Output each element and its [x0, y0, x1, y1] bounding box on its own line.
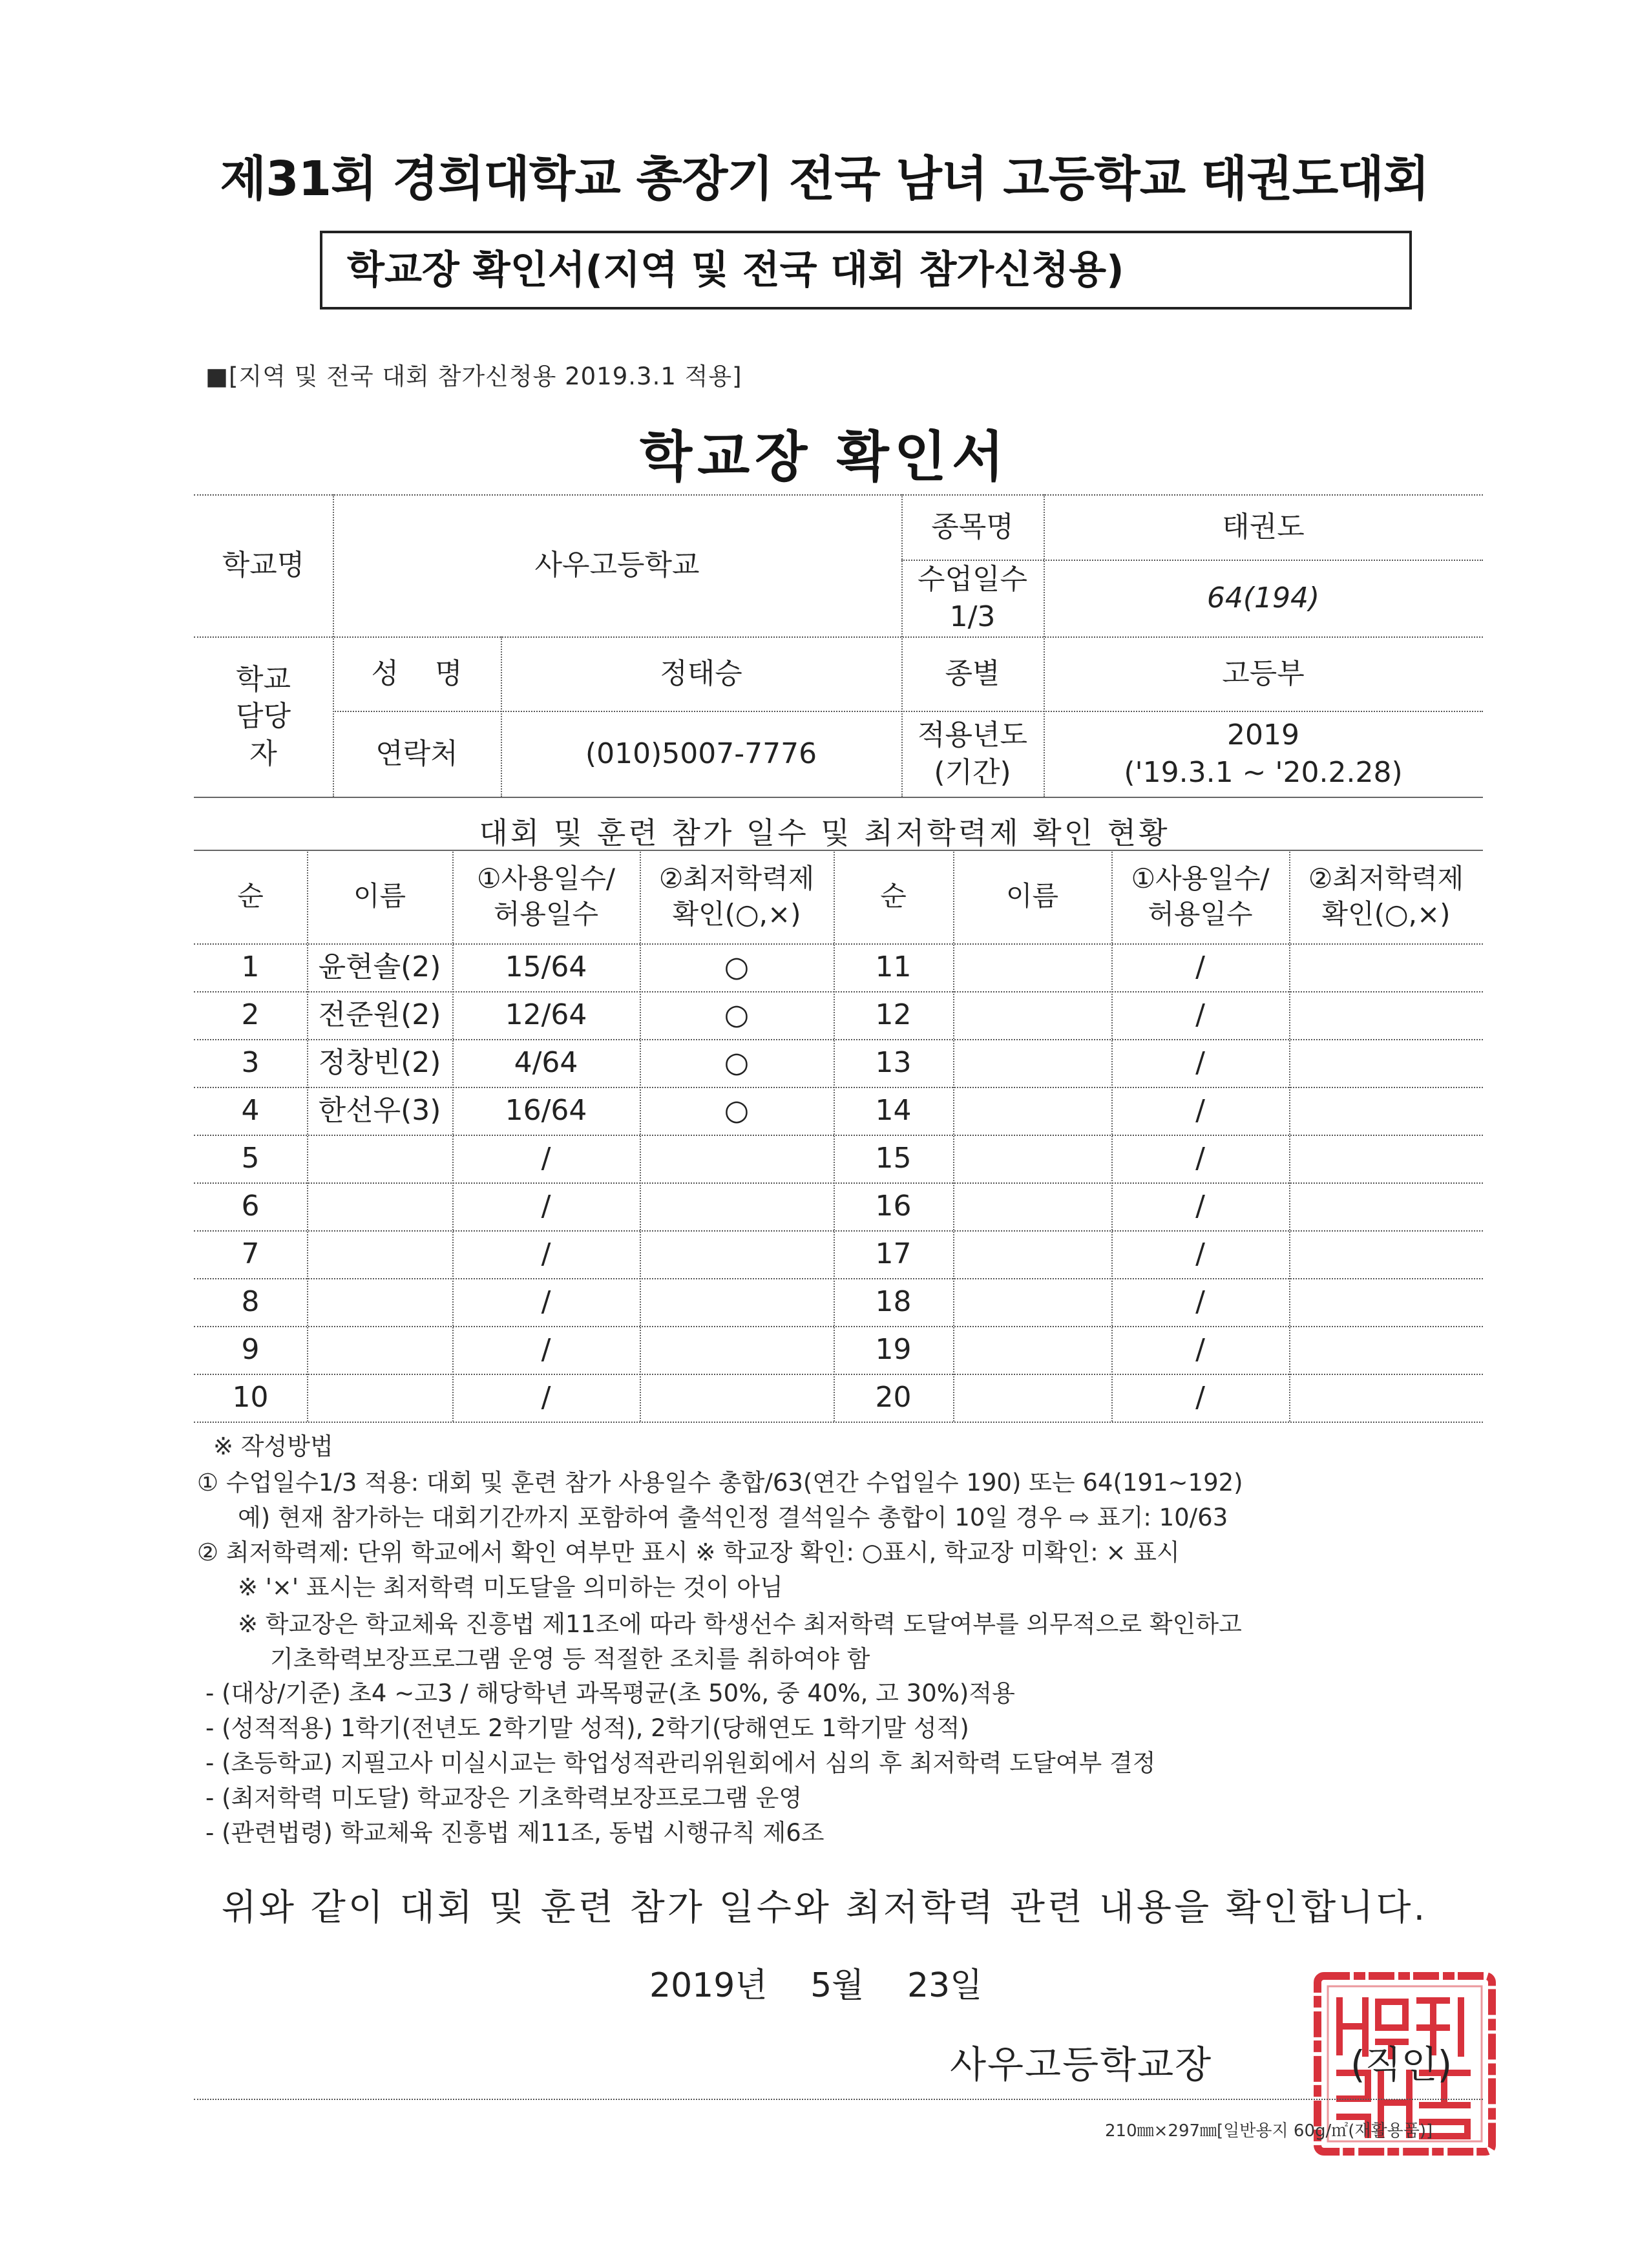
table-header-no: 순: [880, 880, 907, 912]
table-header-check: ②최저학력제 확인(○,×): [658, 862, 815, 930]
table-cell-no: 7: [241, 1237, 260, 1271]
table-cell-check: ○: [724, 950, 750, 984]
table-cell-check: [1289, 1374, 1483, 1422]
table-cell-name: [953, 1135, 1111, 1182]
table-cell-days: 4/64: [514, 1046, 578, 1080]
year-value-block: [1044, 711, 1483, 797]
principal-title: 사우고등학교장: [950, 2042, 1213, 2086]
table-cell-no: 5: [241, 1142, 260, 1175]
table-cell-check: [640, 1326, 834, 1374]
table-cell-name: [307, 1278, 452, 1326]
table-cell-days: /: [1195, 998, 1205, 1032]
table-cell-no: 9: [241, 1333, 260, 1367]
boxed-form-title: 학교장 확인서(지역 및 전국 대회 참가신청용): [320, 231, 1412, 310]
table-cell-name: [953, 991, 1111, 1039]
table-cell-days: 15/64: [505, 950, 587, 984]
table-header-days: ①사용일수/ 허용일수: [1131, 862, 1270, 930]
table-cell-name: [953, 1039, 1111, 1087]
table-cell-name: [307, 1374, 452, 1422]
class-days-label: 수업일수 1/3: [917, 563, 1027, 633]
table-cell-check: [1289, 1230, 1483, 1278]
table-cell-no: 14: [875, 1094, 912, 1128]
table-cell-check: ○: [724, 998, 750, 1032]
footer-divider: [194, 2099, 1483, 2100]
table-cell-name: [953, 1182, 1111, 1230]
table-cell-name: [307, 1182, 452, 1230]
table-cell-check: [640, 1135, 834, 1182]
instruction-line: - (초등학교) 지필고사 미실시교는 학업성적관리위원회에서 심의 후 최저학력 도달여부 결정: [205, 1749, 1156, 1777]
table-cell-check: [640, 1278, 834, 1326]
table-cell-check: [1289, 1087, 1483, 1135]
division-label: 종별: [945, 656, 1000, 690]
paper-spec-note: 210㎜×297㎜[일반용지 60g/㎡(재활용품)]: [1105, 2121, 1433, 2141]
table-cell-days: /: [1195, 1381, 1205, 1414]
instruction-line: ※ 작성방법: [213, 1433, 333, 1460]
table-cell-name: 윤현솔(2): [318, 950, 441, 984]
table-header-check: ②최저학력제 확인(○,×): [1308, 862, 1464, 930]
table-cell-days: /: [541, 1190, 551, 1223]
instruction-line: ① 수업일수1/3 적용: 대회 및 훈련 참가 사용일수 총합/63(연간 수업일수 190) 또는 64(191~192): [197, 1469, 1243, 1496]
table-cell-days: /: [1195, 1285, 1205, 1319]
table-cell-check: [640, 1230, 834, 1278]
division-value: 고등부: [1222, 656, 1305, 690]
seal-label: (직인): [1350, 2042, 1453, 2086]
table-cell-name: [307, 1326, 452, 1374]
table-cell-no: 10: [232, 1381, 269, 1414]
table-cell-name: [953, 1087, 1111, 1135]
applicability-note: ■[지역 및 전국 대회 참가신청용 2019.3.1 적용]: [205, 362, 742, 390]
event-label: 종목명: [931, 510, 1014, 543]
table-cell-days: /: [1195, 1094, 1205, 1128]
table-cell-days: /: [541, 1285, 551, 1319]
table-header-days: ①사용일수/ 허용일수: [476, 862, 616, 930]
document-title: 학교장 확인서: [639, 425, 1010, 488]
table-cell-days: /: [541, 1333, 551, 1367]
table-cell-no: 1: [241, 950, 260, 984]
table-cell-name: [953, 1374, 1111, 1422]
year-label: 적용년도 (기간): [917, 719, 1027, 789]
table-cell-name: [953, 1326, 1111, 1374]
table-cell-check: ○: [724, 1094, 750, 1128]
table-cell-name: 정창빈(2): [318, 1046, 441, 1080]
confirmation-statement: 위와 같이 대회 및 훈련 참가 일수와 최저학력 관련 내용을 확인합니다.: [221, 1887, 1428, 1929]
table-cell-check: ○: [724, 1046, 750, 1080]
manager-label: 학교 담당자: [235, 663, 291, 770]
table-cell-no: 16: [875, 1190, 912, 1223]
class-days-value: 64(194): [1206, 581, 1320, 614]
instruction-line: ※ 학교장은 학교체육 진흥법 제11조에 따라 학생선수 최저학력 도달여부를 의무적으로 확인하고: [238, 1610, 1242, 1638]
table-cell-days: 16/64: [505, 1094, 587, 1128]
table-cell-check: [1289, 991, 1483, 1039]
table-cell-name: [307, 1135, 452, 1182]
table-cell-no: 12: [875, 998, 912, 1032]
school-name-label: 학교명: [222, 549, 305, 582]
contact-label: 연락처: [375, 737, 458, 770]
year-value: 2019: [1227, 719, 1299, 752]
table-cell-check: [1289, 1039, 1483, 1087]
table-cell-check: [640, 1374, 834, 1422]
table-cell-days: /: [1195, 1046, 1205, 1080]
table-cell-days: /: [1195, 1142, 1205, 1175]
table-cell-check: [1289, 1326, 1483, 1374]
table-cell-no: 2: [241, 998, 260, 1032]
table-cell-no: 3: [241, 1046, 260, 1080]
table-cell-days: /: [1195, 1237, 1205, 1271]
table-cell-check: [1289, 1278, 1483, 1326]
table-cell-name: [953, 1230, 1111, 1278]
table-cell-no: 17: [875, 1237, 912, 1271]
table-cell-days: /: [1195, 950, 1205, 984]
instruction-line: ※ '×' 표시는 최저학력 미도달을 의미하는 것이 아님: [238, 1573, 783, 1601]
table-cell-no: 8: [241, 1285, 260, 1319]
table-cell-no: 13: [875, 1046, 912, 1080]
event-value: 태권도: [1222, 510, 1305, 543]
school-name-value: 사우고등학교: [534, 549, 700, 582]
table-cell-days: /: [541, 1237, 551, 1271]
table-cell-no: 4: [241, 1094, 260, 1128]
table-header-no: 순: [237, 880, 264, 912]
table-cell-name: [307, 1230, 452, 1278]
instruction-line: 예) 현재 참가하는 대회기간까지 포함하여 출석인정 결석일수 총합이 10일 경우 ⇨ 표기: 10/63: [238, 1504, 1228, 1531]
name-label: 성 명: [371, 656, 463, 690]
table-cell-name: 전준원(2): [318, 998, 441, 1032]
period-value: ('19.3.1 ~ '20.2.28): [1124, 755, 1403, 789]
table-cell-check: [1289, 1182, 1483, 1230]
issue-date: 2019년 5월 23일: [649, 1966, 983, 2005]
table-cell-no: 11: [875, 950, 912, 984]
table-cell-check: [640, 1182, 834, 1230]
name-value: 정태승: [660, 656, 742, 690]
table-cell-name: [953, 1278, 1111, 1326]
table-cell-name: [953, 943, 1111, 991]
table-header-name: 이름: [353, 880, 406, 912]
instruction-line: - (성적적용) 1학기(전년도 2학기말 성적), 2학기(당해연도 1학기말 성적): [205, 1714, 969, 1742]
participation-status-heading: 대회 및 훈련 참가 일수 및 최저학력제 확인 현황: [479, 815, 1170, 850]
table-row-divider: [194, 1422, 1483, 1423]
table-cell-check: [1289, 1135, 1483, 1182]
table-cell-no: 15: [875, 1142, 912, 1175]
instruction-line: - (대상/기준) 초4 ~고3 / 해당학년 과목평균(초 50%, 중 40%, 고 30%)적용: [205, 1679, 1015, 1707]
table-cell-days: /: [1195, 1333, 1205, 1367]
instruction-line: - (관련법령) 학교체육 진흥법 제11조, 동법 시행규칙 제6조: [205, 1819, 824, 1847]
table-cell-days: /: [1195, 1190, 1205, 1223]
table-cell-days: 12/64: [505, 998, 587, 1032]
table-cell-days: /: [541, 1381, 551, 1414]
table-cell-no: 20: [875, 1381, 912, 1414]
contact-value: (010)5007-7776: [585, 737, 817, 770]
instruction-line: ② 최저학력제: 단위 학교에서 확인 여부만 표시 ※ 학교장 확인: ○표시, 학교장 미확인: × 표시: [197, 1538, 1180, 1566]
instruction-line: - (최저학력 미도달) 학교장은 기초학력보장프로그램 운영: [205, 1784, 803, 1812]
table-cell-no: 18: [875, 1285, 912, 1319]
table-header-name: 이름: [1005, 880, 1059, 912]
table-cell-name: 한선우(3): [318, 1094, 441, 1128]
table-cell-days: /: [541, 1142, 551, 1175]
table-cell-no: 19: [875, 1333, 912, 1367]
instruction-line: 기초학력보장프로그램 운영 등 적절한 조치를 취하여야 함: [270, 1645, 870, 1673]
table-cell-no: 6: [241, 1190, 260, 1223]
table-cell-check: [1289, 943, 1483, 991]
event-title: 제31회 경희대학교 총장기 전국 남녀 고등학교 태권도대회: [220, 151, 1429, 207]
